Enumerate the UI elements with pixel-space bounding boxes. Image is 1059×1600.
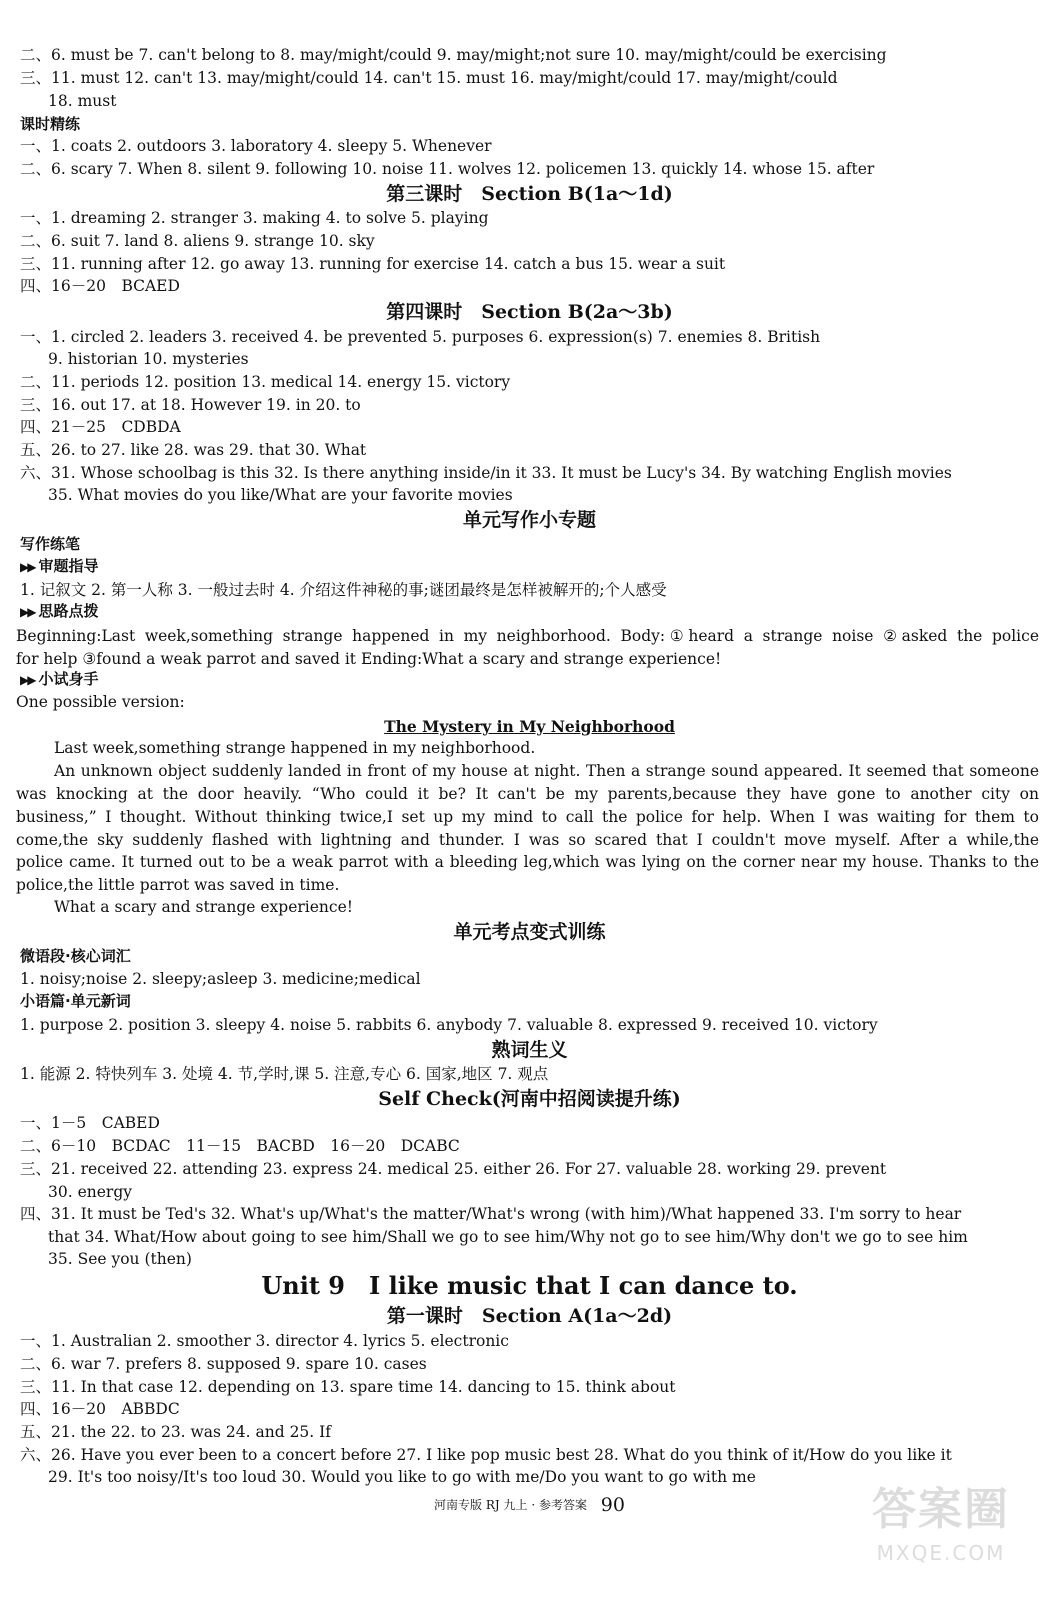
answer-line: 二、6. must be 7. can't belong to 8. may/might/could 9. may/might;not sure 10. may/might/could be exercising bbox=[20, 46, 887, 64]
answer-line: 一、1. Australian 2. smoother 3. director 4. lyrics 5. electronic bbox=[20, 1332, 509, 1350]
double-triangle-icon: ▶▶ bbox=[20, 560, 35, 574]
essay-line: What a scary and strange experience! bbox=[54, 898, 353, 916]
essay-line: business,” I thought. Without thinking twice,I set up my mind to call the police for help. When I was waiting for them to bbox=[16, 808, 1039, 826]
watermark-logo bbox=[841, 1480, 1041, 1590]
answer-line: 二、11. periods 12. position 13. medical 14. energy 15. victory bbox=[20, 373, 511, 391]
section-heading: 单元写作小专题 bbox=[462, 509, 596, 531]
answer-line: 五、26. to 27. like 28. was 29. that 30. What bbox=[20, 441, 367, 459]
answer-line: 二、6. war 7. prefers 8. supposed 9. spare 10. cases bbox=[20, 1355, 427, 1373]
section-label: 课时精练 bbox=[20, 115, 81, 133]
essay-line: come,the sky suddenly flashed with lightning and thunder. I was so scared that I couldn't move myself. After a while,the bbox=[16, 831, 1039, 849]
subsection-label-text: 小试身手 bbox=[38, 670, 99, 688]
answer-line: 1. 记叙文 2. 第一人称 3. 一般过去时 4. 介绍这件神秘的事;谜团最终是怎样被解开的;个人感受 bbox=[20, 581, 667, 599]
lesson-heading: 第四课时 Section B(2a～3b) bbox=[386, 301, 673, 323]
answer-line: 29. It's too noisy/It's too loud 30. Would you like to go with me/Do you want to go with me bbox=[48, 1468, 756, 1486]
answer-line: 9. historian 10. mysteries bbox=[48, 350, 249, 368]
answer-line: 一、1. coats 2. outdoors 3. laboratory 4. sleepy 5. Whenever bbox=[20, 137, 492, 155]
answer-line: that 34. What/How about going to see him/Shall we go to see him/Why not go to see him/Why don't we go to see him bbox=[48, 1228, 968, 1246]
answer-line: 1. 能源 2. 特快列车 3. 处境 4. 节,学时,课 5. 注意,专心 6. 国家,地区 7. 观点 bbox=[20, 1065, 549, 1083]
section-heading: Self Check(河南中招阅读提升练) bbox=[378, 1088, 681, 1110]
subsection-label-text: 思路点拨 bbox=[38, 602, 99, 620]
subsection-label bbox=[20, 556, 98, 577]
answer-line: 1. purpose 2. position 3. sleepy 4. noise 5. rabbits 6. anybody 7. valuable 8. expressed 9. received 10. victory bbox=[20, 1016, 878, 1034]
watermark-url: MXQE.COM bbox=[876, 1541, 1006, 1565]
answer-line: 四、31. It must be Ted's 32. What's up/What's the matter/What's wrong (with him)/What happened 33. I'm sorry to hear bbox=[20, 1205, 962, 1223]
answer-line: 三、11. must 12. can't 13. may/might/could 14. can't 15. must 16. may/might/could 17. may/might/could bbox=[20, 69, 838, 87]
essay-line: An unknown object suddenly landed in front of my house at night. Then a strange sound appeared. It seemed that someone bbox=[54, 762, 1039, 780]
essay-title: The Mystery in My Neighborhood bbox=[384, 717, 675, 736]
double-triangle-icon: ▶▶ bbox=[20, 605, 35, 619]
answer-line: One possible version: bbox=[16, 693, 185, 711]
answer-line: 二、6. suit 7. land 8. aliens 9. strange 10. sky bbox=[20, 232, 375, 250]
section-heading: 熟词生义 bbox=[491, 1039, 568, 1061]
subsection-label-text: 审题指导 bbox=[38, 557, 99, 575]
answer-line: 三、21. received 22. attending 23. express 24. medical 25. either 26. For 27. valuable 28. working 29. prevent bbox=[20, 1160, 887, 1178]
answer-line: 五、21. the 22. to 23. was 24. and 25. If bbox=[20, 1423, 332, 1441]
subsection-label bbox=[20, 601, 98, 622]
answer-line: 四、21－25 CDBDA bbox=[20, 418, 181, 436]
answer-line: 二、6－10 BCDAC 11－15 BACBD 16－20 DCABC bbox=[20, 1137, 460, 1155]
essay-line: police came. It turned out to be a weak parrot with a bleeding leg,which was lying on the corner near my house. Thanks to the bbox=[16, 853, 1039, 871]
answer-line: 一、1－5 CABED bbox=[20, 1114, 160, 1132]
essay-line: was knocking at the door heavily. “Who could it be? It can't be my parents,because they have gone to another city on bbox=[16, 785, 1039, 803]
answer-line: 1. noisy;noise 2. sleepy;asleep 3. medicine;medical bbox=[20, 970, 421, 988]
double-triangle-icon: ▶▶ bbox=[20, 673, 35, 687]
answer-line: Beginning:Last week,something strange happened in my neighborhood. Body:①heard a strange noise ②asked the police bbox=[16, 627, 1039, 645]
section-label: 写作练笔 bbox=[20, 535, 81, 553]
unit-heading: Unit 9 I like music that I can dance to. bbox=[261, 1271, 798, 1300]
watermark-main: 答案圈 bbox=[872, 1484, 1010, 1535]
answer-line: 一、1. circled 2. leaders 3. received 4. be prevented 5. purposes 6. expression(s) 7. enemies 8. British bbox=[20, 328, 821, 346]
answer-line: 六、31. Whose schoolbag is this 32. Is there anything inside/in it 33. It must be Lucy's 34. By watching English movies bbox=[20, 464, 952, 482]
subsection-label bbox=[20, 669, 98, 690]
essay-line: police,the little parrot was saved in time. bbox=[16, 876, 340, 894]
page-number: 90 bbox=[600, 1494, 625, 1516]
section-label: 微语段·核心词汇 bbox=[20, 947, 131, 965]
answer-line: 四、16－20 ABBDC bbox=[20, 1400, 180, 1418]
answer-line: 四、16－20 BCAED bbox=[20, 277, 180, 295]
answer-line: 三、11. In that case 12. depending on 13. spare time 14. dancing to 15. think about bbox=[20, 1378, 676, 1396]
answer-line: 35. What movies do you like/What are your favorite movies bbox=[48, 486, 513, 504]
lesson-heading: 第一课时 Section A(1a～2d) bbox=[386, 1305, 673, 1327]
section-label: 小语篇·单元新词 bbox=[20, 992, 131, 1010]
answer-line: 一、1. dreaming 2. stranger 3. making 4. to solve 5. playing bbox=[20, 209, 489, 227]
lesson-heading: 第三课时 Section B(1a～1d) bbox=[386, 183, 673, 205]
footer-text: 河南专版 RJ 九上 · 参考答案 bbox=[434, 1498, 587, 1512]
answer-line: for help ③found a weak parrot and saved it Ending:What a scary and strange experience! bbox=[16, 650, 722, 668]
answer-line: 二、6. scary 7. When 8. silent 9. following 10. noise 11. wolves 12. policemen 13. quickly 14. whose 15. after bbox=[20, 160, 875, 178]
section-heading: 单元考点变式训练 bbox=[453, 921, 606, 943]
answer-line: 三、16. out 17. at 18. However 19. in 20. to bbox=[20, 396, 361, 414]
essay-line: Last week,something strange happened in my neighborhood. bbox=[54, 739, 536, 757]
answer-line: 35. See you (then) bbox=[48, 1250, 192, 1268]
answer-line: 18. must bbox=[48, 92, 117, 110]
answer-line: 六、26. Have you ever been to a concert before 27. I like pop music best 28. What do you think of it/How do you like it bbox=[20, 1446, 952, 1464]
answer-line: 30. energy bbox=[48, 1183, 132, 1201]
answer-line: 三、11. running after 12. go away 13. running for exercise 14. catch a bus 15. wear a suit bbox=[20, 255, 726, 273]
